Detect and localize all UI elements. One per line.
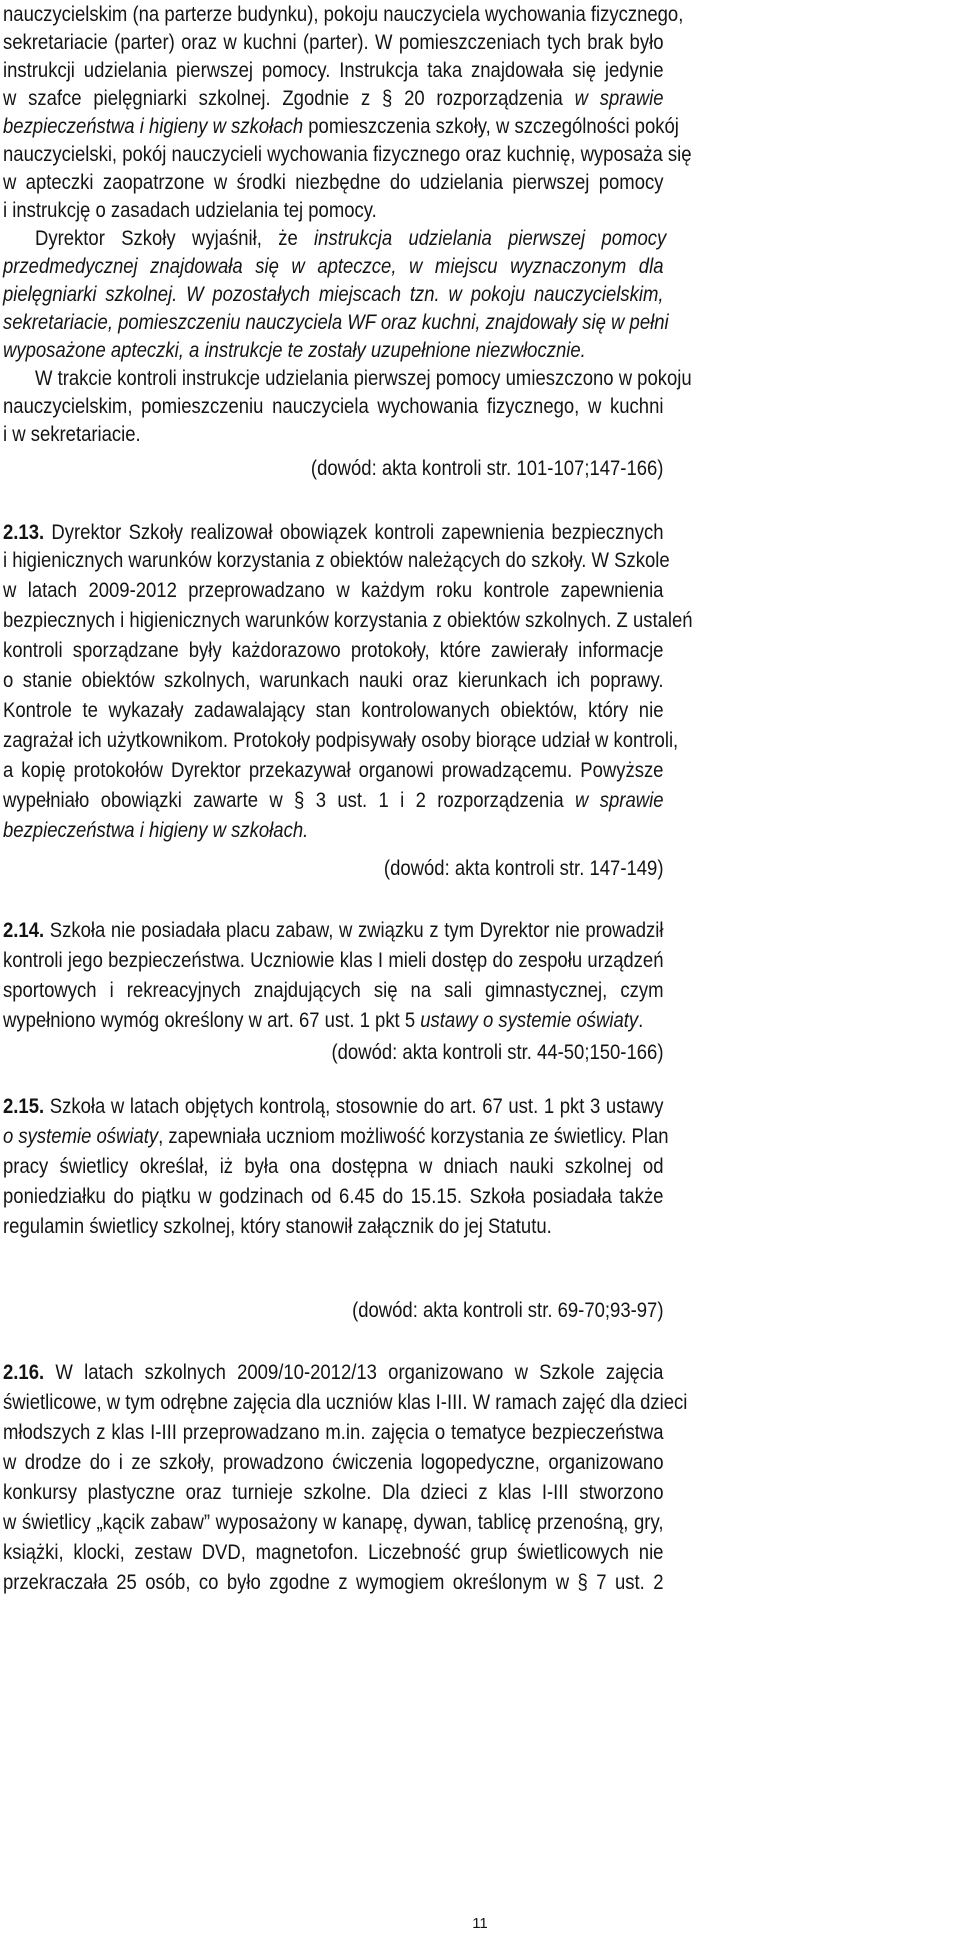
text-line: konkursy plastyczne oraz turnieje szkolne. Dla dzieci z klas I-III stworzono <box>3 1480 664 1504</box>
text-line: w świetlicy „kącik zabaw” wyposażony w kanapę, dywan, tablicę przenośną, gry, <box>3 1510 664 1534</box>
text-run: wypełniało obowiązki zawarte w § 3 ust. 1 i 2 rozporządzenia <box>3 788 564 812</box>
text-run: Szkoła nie posiadała placu zabaw, w związku z tym Dyrektor nie prowadził <box>44 918 664 942</box>
text-line: regulamin świetlicy szkolnej, który stanowił załącznik do jej Statutu. <box>3 1214 552 1238</box>
text-run: Dyrektor Szkoły realizował obowiązek kontroli zapewnienia bezpiecznych <box>44 520 664 544</box>
text-line: sportowych i rekreacyjnych znajdujących się na sali gimnastycznej, czym <box>3 978 664 1002</box>
text-line: w latach 2009-2012 przeprowadzano w każdym roku kontrole zapewnienia <box>3 578 664 602</box>
text-run-italic: ustawy o systemie oświaty <box>420 1008 639 1032</box>
text-line <box>3 1358 663 1386</box>
evidence-reference: (dowód: akta kontroli str. 101-107;147-166) <box>310 456 664 480</box>
page-number: 11 <box>472 1915 488 1932</box>
text-line <box>3 1122 669 1150</box>
text-line: przedmedycznej znajdowała się w apteczce, w miejscu wyznaczonym dla <box>3 254 664 278</box>
text-run-italic: o systemie oświaty <box>3 1124 159 1148</box>
text-run: wypełniono wymóg określony w art. 67 ust. 1 pkt 5 <box>3 1008 421 1032</box>
text-line: wyposażone apteczki, a instrukcje te zostały uzupełnione niezwłocznie. <box>3 338 586 362</box>
text-run-italic: w sprawie <box>574 86 664 110</box>
text-line: bezpiecznych i higienicznych warunków korzystania z obiektów szkolnych. Z ustaleń <box>3 608 693 632</box>
text-line: sekretariacie (parter) oraz w kuchni (parter). W pomieszczeniach tych brak było <box>3 30 664 54</box>
text-line: i higienicznych warunków korzystania z obiektów należących do szkoły. W Szkole <box>3 548 670 572</box>
section-number: 2.15. <box>3 1094 45 1118</box>
text-run: , zapewniała uczniom możliwość korzystania ze świetlicy. Plan <box>158 1124 669 1148</box>
text-line: przekraczała 25 osób, co było zgodne z wymogiem określonym w § 7 ust. 2 <box>3 1570 664 1594</box>
text-line: nauczycielskim, pomieszczeniu nauczyciela wychowania fizycznego, w kuchni <box>3 394 664 418</box>
text-line: świetlicowe, w tym odrębne zajęcia dla uczniów klas I-III. W ramach zajęć dla dzieci <box>3 1390 688 1414</box>
text-line: młodszych z klas I-III przeprowadzano m.in. zajęcia o tematyce bezpieczeństwa <box>3 1420 664 1444</box>
text-run-italic: bezpieczeństwa i higieny w szkołach <box>3 114 304 138</box>
section-number: 2.16. <box>3 1360 45 1384</box>
text-line <box>3 1092 663 1120</box>
text-line: nauczycielski, pokój nauczycieli wychowania fizycznego oraz kuchnię, wyposaża się <box>3 142 692 166</box>
text-line <box>3 786 663 814</box>
text-line: o stanie obiektów szkolnych, warunkach nauki oraz kierunkach ich poprawy. <box>3 668 664 692</box>
text-line: pracy świetlicy określał, iż była ona dostępna w dniach nauki szkolnej od <box>3 1154 664 1178</box>
text-line: książki, klocki, zestaw DVD, magnetofon. Liczebność grup świetlicowych nie <box>3 1540 664 1564</box>
text-run: Dyrektor Szkoły wyjaśnił, że <box>35 226 315 250</box>
text-line: sekretariacie, pomieszczeniu nauczyciela WF oraz kuchni, znajdowały się w pełni <box>3 310 669 334</box>
text-line: Kontrole te wykazały zadawalający stan kontrolowanych obiektów, który nie <box>3 698 664 722</box>
text-line <box>3 916 663 944</box>
text-run: Szkoła w latach objętych kontrolą, stosownie do art. 67 ust. 1 pkt 3 ustawy <box>44 1094 664 1118</box>
text-line: poniedziałku do piątku w godzinach od 6.45 do 15.15. Szkoła posiadała także <box>3 1184 664 1208</box>
text-run: W latach szkolnych 2009/10-2012/13 organizowano w Szkole zajęcia <box>44 1360 664 1384</box>
text-line: nauczycielskim (na parterze budynku), pokoju nauczyciela wychowania fizycznego, <box>3 2 684 26</box>
text-line <box>3 1006 663 1034</box>
text-line: w apteczki zaopatrzone w środki niezbędne do udzielania pierwszej pomocy <box>3 170 664 194</box>
text-line <box>35 224 666 252</box>
text-run-italic: w sprawie <box>575 788 664 812</box>
evidence-reference: (dowód: akta kontroli str. 69-70;93-97) <box>352 1298 664 1322</box>
text-line: zagrażał ich użytkownikom. Protokoły podpisywały osoby biorące udział w kontroli, <box>3 728 679 752</box>
text-line: a kopię protokołów Dyrektor przekazywał organowi prowadzącemu. Powyższe <box>3 758 664 782</box>
text-line: W trakcie kontroli instrukcje udzielania pierwszej pomocy umieszczono w pokoju <box>35 366 692 390</box>
text-line: pielęgniarki szkolnej. W pozostałych miejscach tzn. w pokoju nauczycielskim, <box>3 282 664 306</box>
text-line: kontroli jego bezpieczeństwa. Uczniowie klas I mieli dostęp do zespołu urządzeń <box>3 948 664 972</box>
text-line: i w sekretariacie. <box>3 422 141 446</box>
text-line: w drodze do i ze szkoły, prowadzono ćwiczenia logopedyczne, organizowano <box>3 1450 664 1474</box>
text-run: w szafce pielęgniarki szkolnej. Zgodnie z § 20 rozporządzenia <box>3 86 563 110</box>
section-number: 2.13. <box>3 520 45 544</box>
text-line <box>3 112 679 140</box>
text-run: pomieszczenia szkoły, w szczególności pokój <box>303 114 679 138</box>
text-line: i instrukcję o zasadach udzielania tej pomocy. <box>3 198 377 222</box>
text-line: instrukcji udzielania pierwszej pomocy. Instrukcja taka znajdowała się jedynie <box>3 58 664 82</box>
text-line <box>3 84 663 112</box>
text-line: bezpieczeństwa i higieny w szkołach. <box>3 818 309 842</box>
text-run-italic: instrukcja udzielania pierwszej pomocy <box>314 226 667 250</box>
evidence-reference: (dowód: akta kontroli str. 44-50;150-166) <box>331 1040 664 1064</box>
text-line <box>3 518 663 546</box>
evidence-reference: (dowód: akta kontroli str. 147-149) <box>383 856 664 880</box>
section-number: 2.14. <box>3 918 45 942</box>
text-line: kontroli sporządzane były każdorazowo protokoły, które zawierały informacje <box>3 638 664 662</box>
text-run: . <box>638 1008 644 1032</box>
